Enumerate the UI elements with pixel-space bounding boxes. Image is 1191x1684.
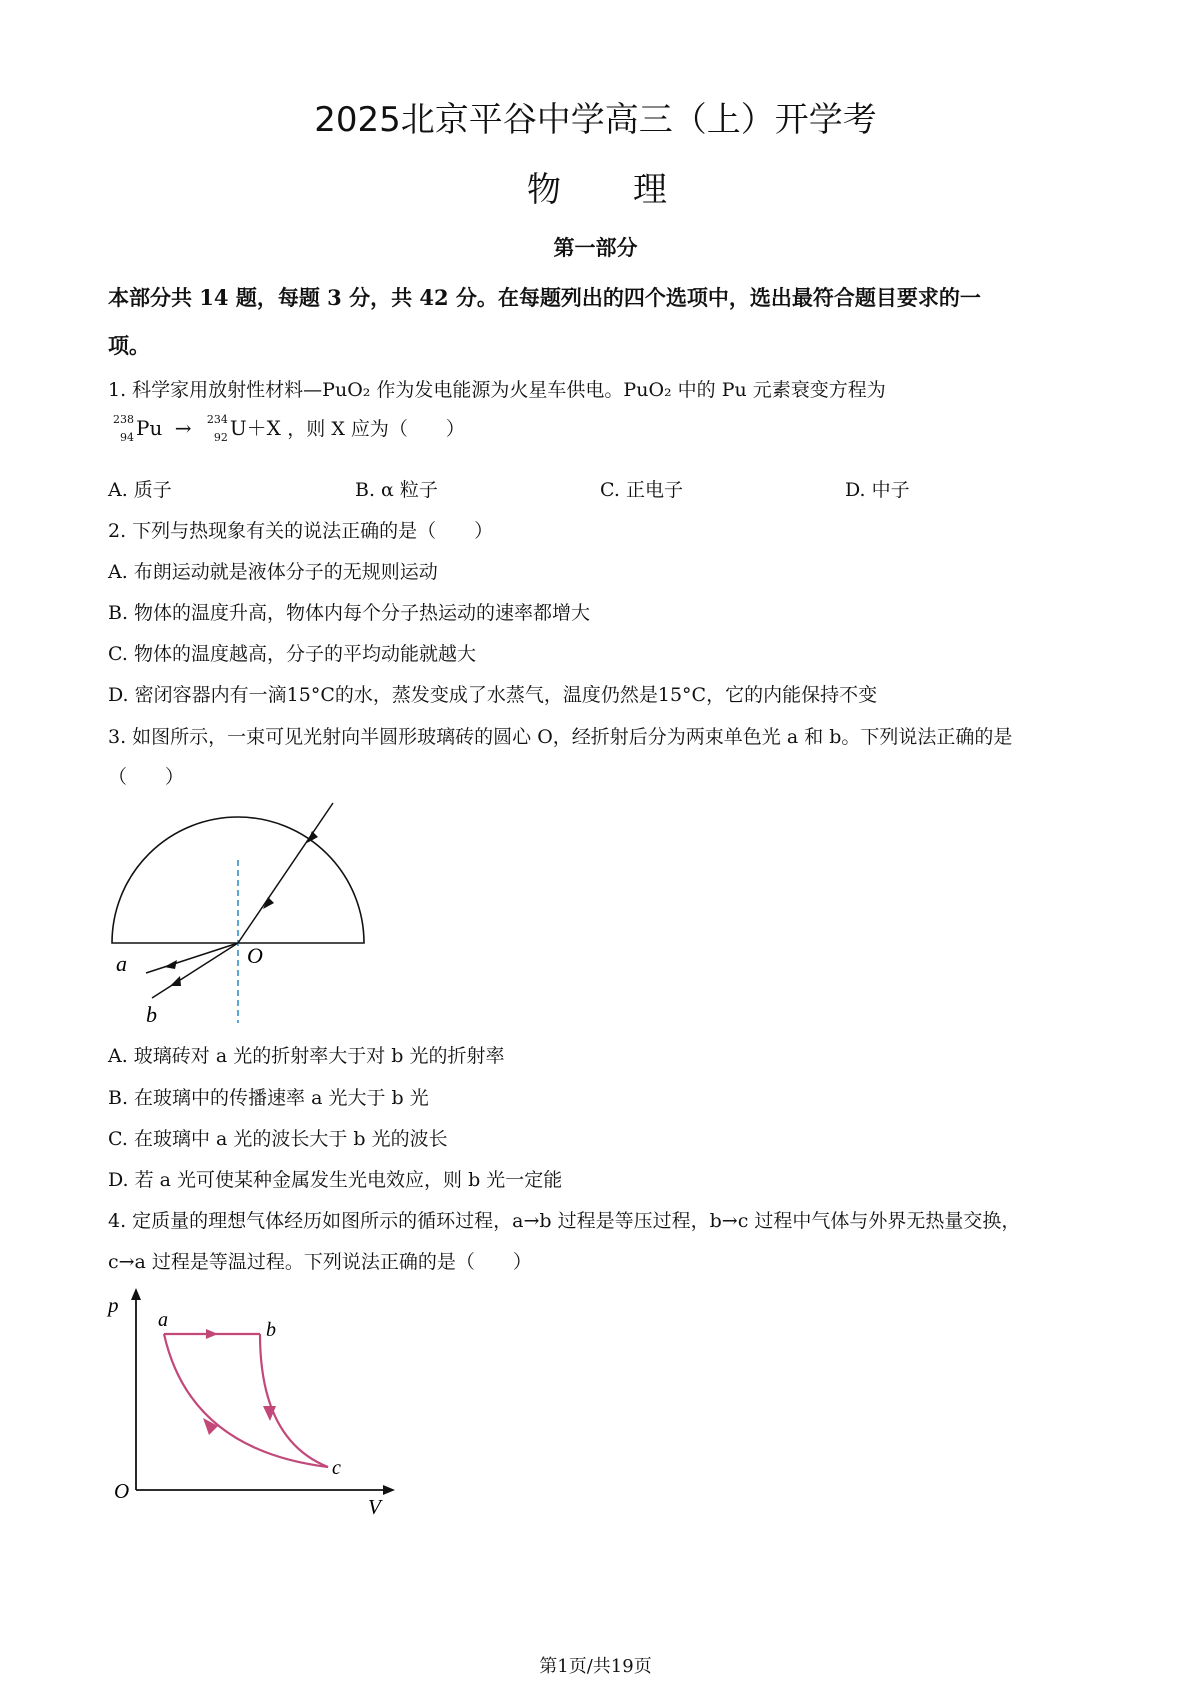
q3-option-a: A. 玻璃砖对 a 光的折射率大于对 b 光的折射率 <box>108 1045 505 1067</box>
page-title: 2025北京平谷中学高三（上）开学考 <box>314 100 877 140</box>
q2-option-c: C. 物体的温度越高，分子的平均动能就越大 <box>108 643 476 665</box>
u-symbol: U＋X <box>229 416 281 440</box>
label-state-b: b <box>266 1319 276 1341</box>
arrow-c-to-a <box>203 1418 218 1435</box>
pu-symbol: Pu <box>136 416 163 440</box>
ray-a <box>146 943 238 973</box>
process-b-to-c <box>260 1334 328 1467</box>
q3-option-b: B. 在玻璃中的传播速率 a 光大于 b 光 <box>108 1087 429 1109</box>
u-atomic-number: 92 <box>213 430 228 444</box>
q1-option-c: C. 正电子 <box>600 479 683 501</box>
q4-stem-line-1: 4. 定质量的理想气体经历如图所示的循环过程，a→b 过程是等压过程，b→c 过程中气体与外界无热量交换， <box>108 1210 1021 1232</box>
q3-option-c: C. 在玻璃中 a 光的波长大于 b 光的波长 <box>108 1128 448 1150</box>
part-heading: 第一部分 <box>553 235 638 260</box>
q1-option-d: D. 中子 <box>845 479 910 501</box>
arrow-symbol: → <box>174 416 192 440</box>
q3-refraction-figure <box>100 795 380 1030</box>
label-state-c: c <box>332 1457 341 1479</box>
q1-option-a: A. 质子 <box>108 479 172 501</box>
instruction-line-2: 项。 <box>108 333 150 358</box>
q3-option-d: D. 若 a 光可使某种金属发生光电效应，则 b 光一定能 <box>108 1169 563 1191</box>
q1-stem-line-2: ，则 X 应为（ ） <box>287 418 465 440</box>
arrow-a-to-b <box>206 1329 218 1339</box>
q2-option-d: D. 密闭容器内有一滴15°C的水，蒸发变成了水蒸气，温度仍然是15°C，它的内能保持不变 <box>108 684 878 706</box>
q2-option-b: B. 物体的温度升高，物体内每个分子热运动的速率都增大 <box>108 602 591 624</box>
ray-a-arrow <box>164 960 177 969</box>
subject-char-2: 理 <box>633 170 667 210</box>
incident-ray <box>238 803 333 943</box>
v-axis-arrow <box>383 1485 395 1495</box>
label-v: V <box>368 1495 381 1519</box>
label-o: O <box>247 943 263 968</box>
instruction-line-1: 本部分共 14 题，每题 3 分，共 42 分。在每题列出的四个选项中，选出最符合题目要求的一 <box>108 285 981 310</box>
q2-stem: 2. 下列与热现象有关的说法正确的是（ ） <box>108 520 494 542</box>
subject-char-1: 物 <box>527 170 561 210</box>
label-p: p <box>108 1293 119 1317</box>
label-state-a: a <box>158 1309 168 1331</box>
q3-stem-line-1: 3. 如图所示，一束可见光射向半圆形玻璃砖的圆心 O，经折射后分为两束单色光 a 和 b。下列说法正确的是 <box>108 726 1013 748</box>
q1-stem-line-1: 1. 科学家用放射性材料—PuO₂ 作为发电能源为火星车供电。PuO₂ 中的 Pu 元素衰变方程为 <box>108 379 886 401</box>
label-a: a <box>116 951 127 976</box>
pu-mass-number: 238 <box>113 412 134 426</box>
q1-option-b: B. α 粒子 <box>355 479 438 501</box>
page-footer: 第1页/共19页 <box>539 1656 652 1677</box>
q4-pv-diagram <box>100 1280 410 1520</box>
label-b: b <box>146 1002 157 1027</box>
ray-b <box>152 943 238 998</box>
q3-stem-line-2: （ ） <box>108 766 185 788</box>
q4-stem-line-2: c→a 过程是等温过程。下列说法正确的是（ ） <box>108 1251 532 1273</box>
q1-equation <box>110 412 465 445</box>
label-origin: O <box>114 1479 130 1503</box>
process-c-to-a <box>164 1334 328 1467</box>
p-axis-arrow <box>131 1288 141 1300</box>
pu-atomic-number: 94 <box>120 430 134 444</box>
u-mass-number: 234 <box>206 412 228 426</box>
q2-option-a: A. 布朗运动就是液体分子的无规则运动 <box>108 561 438 583</box>
ray-b-arrow <box>170 976 181 986</box>
